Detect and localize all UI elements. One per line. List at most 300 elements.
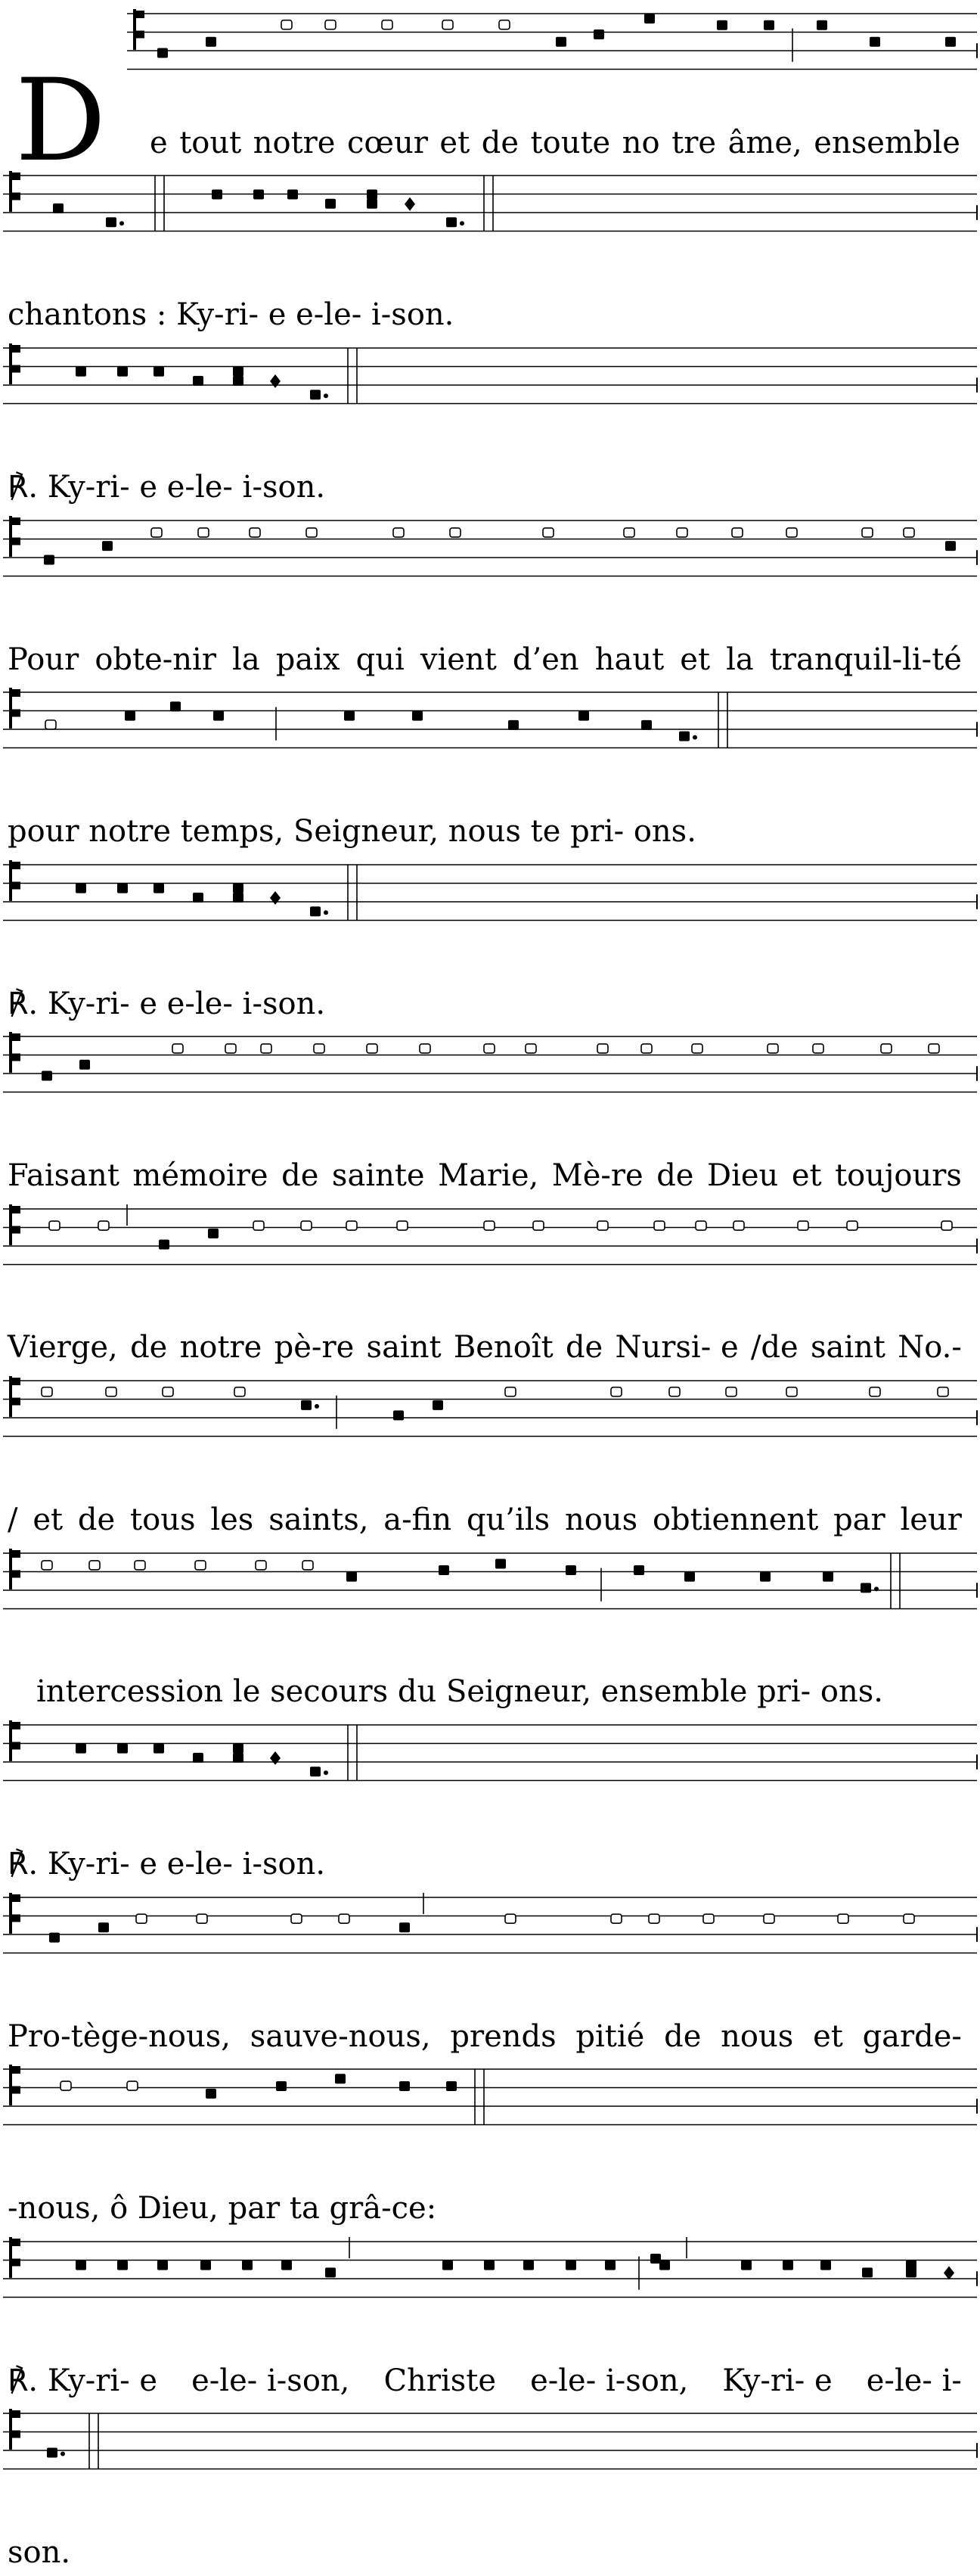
neume-hollow xyxy=(346,1221,357,1230)
neume-hollow xyxy=(127,2081,138,2090)
lyric-word: de xyxy=(77,1502,116,1537)
lyric-line-4 xyxy=(8,642,962,678)
neume-hollow xyxy=(89,1561,100,1570)
lyric-line-3: ℟. Ky-ri- e e-le- i-son. xyxy=(8,470,326,505)
neume-hollow xyxy=(234,1387,245,1397)
neume-punctum xyxy=(310,906,321,916)
lyric-word: / xyxy=(8,1502,18,1537)
lyric-word: Faisant xyxy=(8,1158,119,1193)
neume-punctum xyxy=(945,541,956,551)
neume-punctum xyxy=(566,2261,576,2270)
clef-c-bottom xyxy=(11,1571,20,1578)
neume-punctum xyxy=(578,711,589,721)
neume-punctum xyxy=(233,1744,243,1754)
lyric-word: notre xyxy=(179,1330,262,1365)
neume-punctum xyxy=(287,190,298,200)
neume-punctum xyxy=(650,2254,661,2264)
lyric-word: Pour xyxy=(8,642,79,677)
lyric-word: nous xyxy=(721,2019,794,2054)
neume-dot xyxy=(324,910,328,915)
neume-punctum xyxy=(310,390,321,399)
neume-punctum xyxy=(233,376,243,386)
neume-punctum xyxy=(117,2261,128,2270)
lyric-word: Nursi- e xyxy=(615,1330,739,1365)
neume-punctum xyxy=(102,541,113,551)
neume-punctum xyxy=(154,884,164,893)
lyric-word: et xyxy=(791,1158,822,1193)
lyric-word: Benoît xyxy=(453,1330,554,1365)
clef-c-top xyxy=(11,2066,20,2074)
neume-punctum xyxy=(399,1922,410,1932)
neume-hollow xyxy=(420,1044,430,1053)
lyric-word: saint xyxy=(810,1330,885,1365)
neume-hollow xyxy=(450,528,461,537)
neume-punctum xyxy=(433,1400,443,1410)
neume-punctum xyxy=(817,20,827,30)
lyric-word: saints, xyxy=(268,1502,369,1537)
lyric-word: tranquil-li-té xyxy=(769,642,962,677)
neume-dot xyxy=(119,221,124,225)
clef-c-top xyxy=(11,862,20,869)
neume-punctum xyxy=(213,711,224,721)
lyric-word: leur xyxy=(900,1502,962,1537)
neume-hollow xyxy=(669,1387,680,1397)
neume-hollow xyxy=(938,1387,948,1397)
neume-hollow xyxy=(929,1044,939,1053)
lyric-word: No.- xyxy=(898,1330,962,1365)
neume-punctum xyxy=(820,2261,831,2270)
lyric-word: d’en xyxy=(512,642,579,677)
neume-hollow xyxy=(136,1914,147,1923)
neume-hollow xyxy=(106,1387,116,1397)
neume-hollow xyxy=(367,1044,377,1053)
neume-punctum xyxy=(193,1753,203,1763)
neume-hollow xyxy=(786,1387,797,1397)
neume-punctum xyxy=(741,2261,752,2270)
neume-hollow xyxy=(597,1221,608,1230)
neume-punctum xyxy=(393,1410,404,1420)
neume-hollow xyxy=(533,1221,544,1230)
neume-punctum xyxy=(508,720,519,730)
neume-hollow xyxy=(302,1561,313,1570)
clef-c-bottom xyxy=(11,1398,20,1406)
lyric-word: de xyxy=(281,1158,319,1193)
lyric-word: toute xyxy=(530,126,611,160)
neume-hollow xyxy=(135,1561,145,1570)
neume-dot xyxy=(60,2451,65,2456)
neume-dot xyxy=(315,1404,319,1409)
lyric-word: de xyxy=(656,1158,694,1193)
lyric-word: par xyxy=(833,1502,885,1537)
neume-diamond xyxy=(270,1751,281,1765)
lyric-word: Marie, xyxy=(438,1158,539,1193)
lyric-word: e-le- i- xyxy=(866,2363,962,2398)
neume-hollow xyxy=(881,1044,892,1053)
neume-punctum xyxy=(106,217,116,227)
neume-hollow xyxy=(325,20,336,30)
neume-punctum xyxy=(212,190,222,200)
clef-c-top xyxy=(11,1894,20,1902)
neume-dot xyxy=(324,393,328,398)
neume-punctum xyxy=(206,2089,216,2099)
lyric-word: qu’ils xyxy=(466,1502,550,1537)
lyric-line-10: intercession le secours du Seigneur, ensemble pri- ons. xyxy=(36,1674,883,1709)
neume-punctum xyxy=(44,555,54,564)
clef-c-bottom xyxy=(11,1226,20,1234)
lyric-word: e-le- i-son, xyxy=(530,2363,689,2398)
lyric-word: et xyxy=(680,642,711,677)
clef-c-top xyxy=(11,345,20,353)
neume-hollow xyxy=(42,1387,52,1397)
neume-hollow xyxy=(253,1221,264,1230)
lyric-word: no xyxy=(622,126,660,160)
lyric-word: pitié xyxy=(575,2019,645,2054)
lyric-word: et xyxy=(813,2019,843,2054)
clef-c-bottom xyxy=(11,1054,20,1061)
neume-hollow xyxy=(505,1914,516,1923)
neume-hollow xyxy=(484,1221,495,1230)
neume-hollow xyxy=(281,20,292,30)
neume-punctum xyxy=(367,199,377,209)
neume-hollow xyxy=(692,1044,702,1053)
neume-hollow xyxy=(484,1044,495,1053)
neume-hollow xyxy=(442,20,453,30)
neume-diamond xyxy=(405,197,415,211)
neume-hollow xyxy=(847,1221,858,1230)
lyric-line-8 xyxy=(8,1329,962,1366)
lyric-word: ensemble xyxy=(814,126,960,160)
clef-c-bottom xyxy=(11,1915,20,1922)
neume-hollow xyxy=(941,1221,952,1230)
clef-c-bottom xyxy=(135,31,144,39)
clef-c-bottom xyxy=(11,538,20,545)
lyric-word: Ky-ri- e xyxy=(722,2363,833,2398)
neume-hollow xyxy=(42,1561,52,1570)
neume-hollow xyxy=(505,1387,516,1397)
clef-c-bottom xyxy=(11,2259,20,2267)
neume-hollow xyxy=(862,528,873,537)
neume-punctum xyxy=(42,1070,52,1080)
lyric-word: obtiennent xyxy=(652,1502,819,1537)
lyric-word: qui xyxy=(355,642,405,677)
neume-punctum xyxy=(594,30,604,39)
neume-hollow xyxy=(870,1387,880,1397)
lyric-word: sainte xyxy=(331,1158,425,1193)
clef-c-top xyxy=(11,517,20,525)
neume-hollow xyxy=(339,1914,349,1923)
neume-punctum xyxy=(117,884,128,893)
clef-c-top xyxy=(11,1033,20,1041)
lyric-line-1 xyxy=(150,125,960,161)
neume-hollow xyxy=(98,1221,109,1230)
neume-punctum xyxy=(945,37,956,47)
lyric-word: haut xyxy=(594,642,665,677)
neume-hollow xyxy=(696,1221,706,1230)
neume-hollow xyxy=(838,1914,848,1923)
neume-punctum xyxy=(157,48,168,57)
neume-hollow xyxy=(314,1044,324,1053)
clef-c-bottom xyxy=(11,2087,20,2094)
lyric-line-12 xyxy=(8,2018,962,2055)
neume-punctum xyxy=(556,37,566,47)
neume-punctum xyxy=(823,1572,833,1582)
neume-punctum xyxy=(335,2074,346,2083)
neume-punctum xyxy=(242,2261,253,2270)
lyric-word: Pro-tège-nous, xyxy=(8,2019,231,2054)
neume-hollow xyxy=(768,1044,778,1053)
lyric-line-13: -nous, ô Dieu, par ta grâ-ce: xyxy=(8,2191,437,2226)
lyric-line-9 xyxy=(8,1502,962,1538)
neume-hollow xyxy=(45,720,56,729)
neume-punctum xyxy=(170,701,181,711)
neume-punctum xyxy=(159,1240,169,1250)
lyric-word: la xyxy=(232,642,260,677)
clef-c-top xyxy=(11,1206,20,1213)
neume-punctum xyxy=(154,1744,164,1754)
lyric-word: Vierge, xyxy=(8,1330,118,1365)
neume-punctum xyxy=(446,2081,457,2091)
neume-diamond xyxy=(944,2266,954,2279)
lyric-word: garde- xyxy=(862,2019,962,2054)
neume-hollow xyxy=(225,1044,236,1053)
neume-punctum xyxy=(862,2267,873,2277)
lyric-word: et xyxy=(439,126,470,160)
neume-dot xyxy=(693,735,697,740)
neume-hollow xyxy=(677,528,687,537)
neume-hollow xyxy=(198,528,209,537)
neume-punctum xyxy=(47,2447,57,2457)
neume-hollow xyxy=(733,1221,744,1230)
neume-dot xyxy=(324,1770,328,1775)
neume-hollow xyxy=(732,528,743,537)
lyric-word: de xyxy=(664,2019,702,2054)
neume-hollow xyxy=(382,20,392,30)
neume-punctum xyxy=(233,893,243,903)
clef-c-top xyxy=(135,11,144,18)
neume-punctum xyxy=(484,2261,495,2270)
neume-punctum xyxy=(325,199,336,209)
clef-c-top xyxy=(11,1722,20,1729)
neume-hollow xyxy=(726,1387,737,1397)
clef-c-bottom xyxy=(11,2431,20,2438)
neume-hollow xyxy=(197,1914,207,1923)
neume-punctum xyxy=(442,2261,453,2270)
lyric-word: de xyxy=(565,1330,603,1365)
neume-hollow xyxy=(543,528,554,537)
neume-hollow xyxy=(611,1387,622,1397)
neume-hollow xyxy=(301,1221,312,1230)
lyric-word: la xyxy=(726,642,754,677)
lyric-word: sauve-nous, xyxy=(250,2019,431,2054)
lyric-word: ℟. Ky-ri- e xyxy=(8,2363,158,2398)
drop-initial: D xyxy=(15,55,107,187)
neume-hollow xyxy=(904,528,914,537)
neume-punctum xyxy=(193,893,203,903)
neume-hollow xyxy=(798,1221,808,1230)
clef-c-bottom xyxy=(11,193,20,200)
lyric-line-6: ℟. Ky-ri- e e-le- i-son. xyxy=(8,987,326,1021)
lyric-word: paix xyxy=(275,642,340,677)
clef-c-bottom xyxy=(11,365,20,373)
neume-punctum xyxy=(76,884,86,893)
neume-hollow xyxy=(611,1914,622,1923)
neume-hollow xyxy=(624,528,634,537)
lyric-line-14 xyxy=(8,2363,962,2399)
neume-punctum xyxy=(764,20,774,30)
lyric-word: toujours xyxy=(835,1158,962,1193)
neume-punctum xyxy=(634,1565,644,1575)
neume-punctum xyxy=(346,1572,357,1582)
neume-punctum xyxy=(125,711,135,721)
lyric-word: de xyxy=(130,1330,168,1365)
lyric-word: de xyxy=(481,126,519,160)
neume-punctum xyxy=(644,14,655,23)
neume-hollow xyxy=(261,1044,271,1053)
neume-punctum xyxy=(98,1922,109,1932)
lyric-word: pè-re xyxy=(274,1330,355,1365)
lyric-line-2: chantons : Ky-ri- e e-le- i-son. xyxy=(8,297,454,332)
neume-hollow xyxy=(641,1044,652,1053)
neume-punctum xyxy=(276,2081,287,2091)
neume-punctum xyxy=(53,204,64,213)
clef-c-top xyxy=(11,1550,20,1558)
neume-punctum xyxy=(117,1744,128,1754)
neume-punctum xyxy=(446,217,457,227)
neume-punctum xyxy=(566,1565,576,1575)
neume-punctum xyxy=(281,2261,292,2270)
clef-c-top xyxy=(11,2239,20,2246)
neume-hollow xyxy=(649,1914,659,1923)
neume-punctum xyxy=(233,367,243,377)
neume-hollow xyxy=(151,528,162,537)
lyric-word: a-fin xyxy=(383,1502,452,1537)
neume-hollow xyxy=(306,528,317,537)
neume-punctum xyxy=(684,1572,695,1582)
neume-punctum xyxy=(208,1229,219,1238)
neume-punctum xyxy=(76,2261,86,2270)
neume-hollow xyxy=(60,2081,71,2090)
neume-punctum xyxy=(870,37,880,47)
neume-punctum xyxy=(200,2261,211,2270)
neume-hollow xyxy=(291,1914,302,1923)
neume-punctum xyxy=(861,1583,871,1593)
neume-punctum xyxy=(301,1400,312,1410)
neume-dot xyxy=(874,1586,879,1591)
lyric-word: les xyxy=(210,1502,254,1537)
neume-punctum xyxy=(659,2261,670,2270)
neume-diamond xyxy=(270,374,281,388)
neume-punctum xyxy=(76,367,86,377)
neume-hollow xyxy=(904,1914,914,1923)
neume-hollow xyxy=(250,528,260,537)
neume-punctum xyxy=(717,20,727,30)
lyric-word: cœur xyxy=(347,126,428,160)
lyric-word: et xyxy=(33,1502,64,1537)
lyric-word: tous xyxy=(130,1502,196,1537)
neume-hollow xyxy=(526,1044,536,1053)
neume-punctum xyxy=(157,2261,168,2270)
lyric-word: mémoire xyxy=(132,1158,268,1193)
lyric-word: /de xyxy=(750,1330,799,1365)
lyric-word: nous xyxy=(564,1502,638,1537)
neume-punctum xyxy=(760,1572,771,1582)
neume-hollow xyxy=(813,1044,823,1053)
lyric-word: obte-nir xyxy=(95,642,216,677)
neume-punctum xyxy=(193,376,203,386)
lyric-line-15: son. xyxy=(8,2535,71,2570)
lyric-line-5: pour notre temps, Seigneur, nous te pri- ons. xyxy=(8,814,696,849)
clef-c-bottom xyxy=(11,710,20,717)
lyric-line-7 xyxy=(8,1157,962,1194)
neume-punctum xyxy=(679,732,690,741)
lyric-word: Christe xyxy=(383,2363,497,2398)
neume-hollow xyxy=(195,1561,206,1570)
lyric-word: e-le- i-son, xyxy=(191,2363,350,2398)
neume-punctum xyxy=(495,1558,506,1568)
lyric-word: prends xyxy=(450,2019,557,2054)
neume-punctum xyxy=(641,720,652,730)
neume-hollow xyxy=(499,20,510,30)
clef-c-bottom xyxy=(11,1742,20,1750)
lyric-word: âme, xyxy=(727,126,802,160)
neume-punctum xyxy=(76,1744,86,1754)
neume-dot xyxy=(460,221,464,225)
neume-punctum xyxy=(523,2261,534,2270)
neume-hollow xyxy=(256,1561,266,1570)
neume-punctum xyxy=(310,1767,321,1776)
lyric-word: Mè-re xyxy=(551,1158,644,1193)
clef-c-top xyxy=(11,2410,20,2418)
neume-hollow xyxy=(764,1914,774,1923)
neume-punctum xyxy=(344,711,355,721)
neume-hollow xyxy=(172,1044,183,1053)
neume-punctum xyxy=(253,190,264,200)
neume-punctum xyxy=(399,2081,410,2091)
neume-punctum xyxy=(233,1753,243,1763)
lyric-word: vient xyxy=(420,642,497,677)
neume-punctum xyxy=(49,1933,60,1943)
neume-hollow xyxy=(163,1387,173,1397)
neume-hollow xyxy=(703,1914,714,1923)
clef-c-top xyxy=(11,1378,20,1385)
lyric-word: Dieu xyxy=(707,1158,779,1193)
neume-punctum xyxy=(906,2267,916,2277)
neume-diamond xyxy=(270,891,281,905)
neume-hollow xyxy=(786,528,797,537)
lyric-word: tout xyxy=(179,126,242,160)
lyric-word: notre xyxy=(253,126,336,160)
neume-hollow xyxy=(49,1221,60,1230)
neume-hollow xyxy=(393,528,404,537)
lyric-word: tre xyxy=(671,126,717,160)
lyric-line-11: ℟. Ky-ri- e e-le- i-son. xyxy=(8,1847,326,1882)
neume-punctum xyxy=(206,37,216,47)
neume-punctum xyxy=(117,367,128,377)
neume-hollow xyxy=(597,1044,608,1053)
neume-punctum xyxy=(412,711,423,721)
neume-hollow xyxy=(397,1221,408,1230)
neume-punctum xyxy=(79,1060,90,1070)
clef-c-bottom xyxy=(11,882,20,890)
clef-c-top xyxy=(11,689,20,697)
neume-punctum xyxy=(439,1565,449,1575)
neume-punctum xyxy=(233,884,243,893)
lyric-word: e xyxy=(150,126,168,160)
neume-punctum xyxy=(605,2261,616,2270)
lyric-word: saint xyxy=(366,1330,442,1365)
neume-punctum xyxy=(154,367,164,377)
neume-punctum xyxy=(325,2267,336,2277)
